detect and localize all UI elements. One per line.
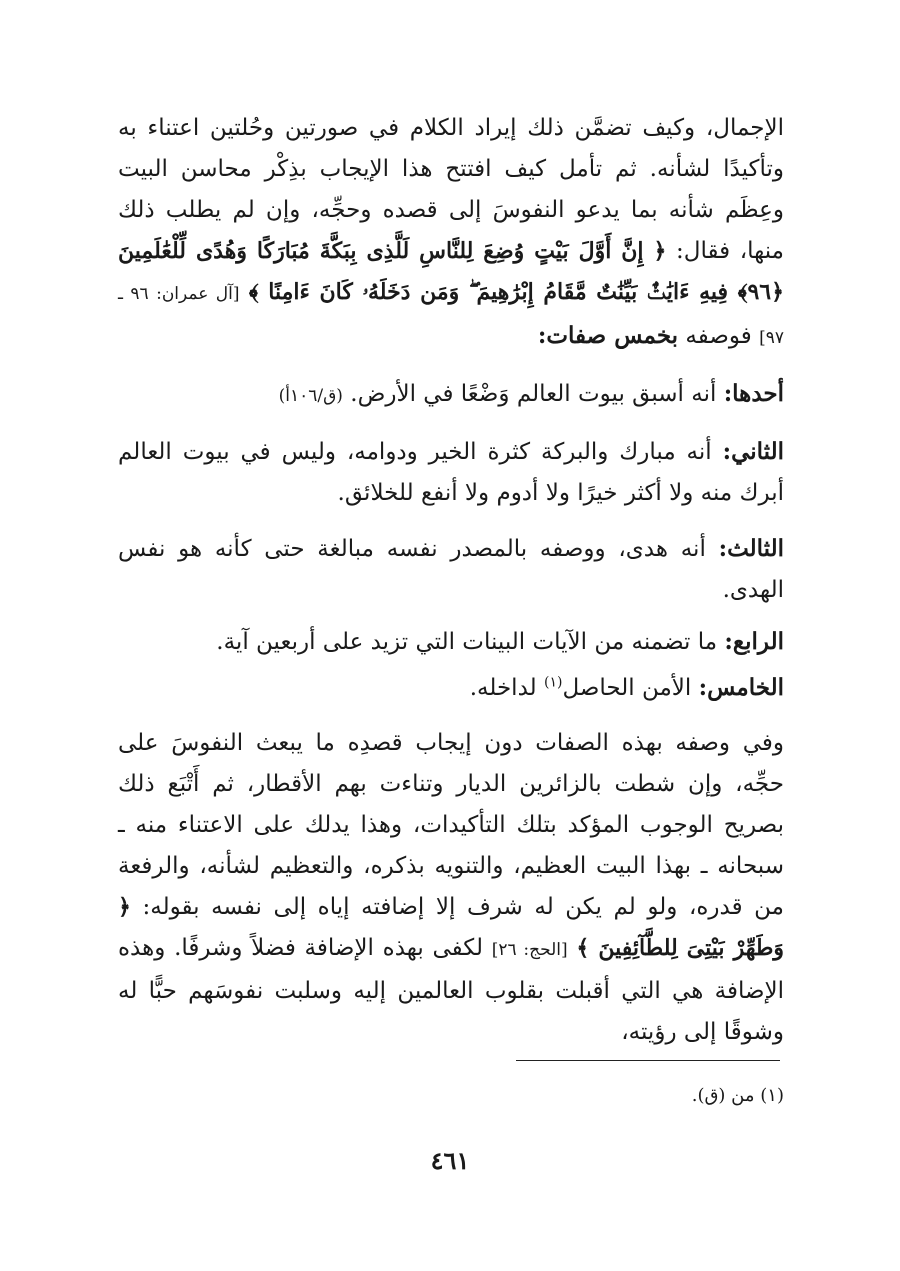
attribute-label-3: الثالث: <box>718 535 785 562</box>
verse-reference-1: [آل عمران: ٩٦ ـ ٩٧] <box>118 284 784 348</box>
attribute-item-4 <box>118 621 784 663</box>
closing-text: وفي وصفه بهذه الصفات دون إيجاب قصدِه ما يبعث النفوسَ على حجِّه، وإن شطت بالزائرين الديار وتناءت بهم الأقطار، ثم أَتْبَع ذلك بصريح الوجوب المؤكد بتلك التأكيدات، وهذا يدلك على الاعتناء منه ـ سبحانه ـ بهذا البيت العظيم، والتنويه بذكره، والتعظيم لشأنه، والرفعة من قدره، ولو لم يكن له شرف إلا إضافته إياه إلى نفسه بقوله: <box>118 730 784 920</box>
five-attributes-heading: بخمس صفات: <box>537 322 679 349</box>
attribute-label-2: الثاني: <box>722 438 784 465</box>
footnote-divider <box>516 1060 780 1061</box>
page-number: ٤٦١ <box>430 1146 470 1175</box>
attribute-item-3 <box>118 528 784 611</box>
closing-paragraph <box>118 723 784 1053</box>
attribute-text-4: ما تضمنه من الآيات البينات التي تزيد على أربعين آية. <box>216 629 718 655</box>
intro-text: الإجمال، وكيف تضمَّن ذلك إيراد الكلام في صورتين وحُلتين اعتناء به وتأكيدًا لشأنه. ثم تأمل كيف افتتح هذا الإيجاب بذِكْر محاسن البيت وعِظَم شأنه بما يدعو النفوسَ إلى قصده وحجِّه، وإن لم يطلب ذلك منها، فقال: <box>118 115 784 264</box>
verse-reference-2: [الحج: ٢٦] <box>491 940 568 960</box>
footnote <box>500 1084 784 1108</box>
footnote-text: من (ق). <box>691 1085 755 1106</box>
attribute-label-1: أحدها: <box>723 380 784 407</box>
attribute-item-5 <box>118 667 784 709</box>
manuscript-reference: (ق/١٠٦أ) <box>278 386 343 406</box>
attribute-item-1 <box>118 373 784 417</box>
quran-verse-1: ﴿ إِنَّ أَوَّلَ بَيْتٍ وُضِعَ لِلنَّاسِ لَلَّذِى بِبَكَّةَ مُبَارَكًا وَهُدًى لِّلْعَٰلَمِينَ ﴿٩٦﴾ فِيهِ ءَايَٰتٌۢ بَيِّنَٰتٌ مَّقَامُ إِبْرَٰهِيمَ ۖ وَمَن دَخَلَهُۥ كَانَ ءَامِنًا ﴾ <box>118 238 785 305</box>
attribute-label-5: الخامس: <box>698 674 784 701</box>
attribute-text-1: أنه أسبق بيوت العالم وَضْعًا في الأرض. <box>350 381 717 407</box>
attribute-item-2 <box>118 431 784 514</box>
intro-paragraph <box>118 108 784 359</box>
attribute-label-4: الرابع: <box>724 628 784 655</box>
attribute-text-3: أنه هدى، ووصفه بالمصدر نفسه مبالغة حتى كأنه هو نفس الهدى. <box>118 536 784 603</box>
attribute-text-5b: لداخله. <box>469 675 537 701</box>
page-body <box>118 108 784 1053</box>
footnote-number: (١) <box>760 1085 784 1106</box>
attribute-text-5a: الأمن الحاصل <box>562 675 692 701</box>
quran-verse-2: ﴿ وَطَهِّرْ بَيْتِىَ لِلطَّآئِفِينَ ﴾ <box>118 894 784 961</box>
closing-text-2: لكفى بهذه الإضافة فضلاً وشرفًا. وهذه الإضافة هي التي أقبلت بقلوب العالمين إليه وسلبت نفوسَهم حبًّا له وشوقًا إلى رؤيته، <box>118 935 784 1045</box>
attribute-text-2: أنه مبارك والبركة كثرة الخير ودوامه، وليس في بيوت العالم أبرك منه ولا أكثر خيرًا ولا أدوم ولا أنفع للخلائق. <box>118 439 784 506</box>
footnote-marker: (١) <box>543 674 563 691</box>
intro-text-2: فوصفه <box>685 323 752 349</box>
